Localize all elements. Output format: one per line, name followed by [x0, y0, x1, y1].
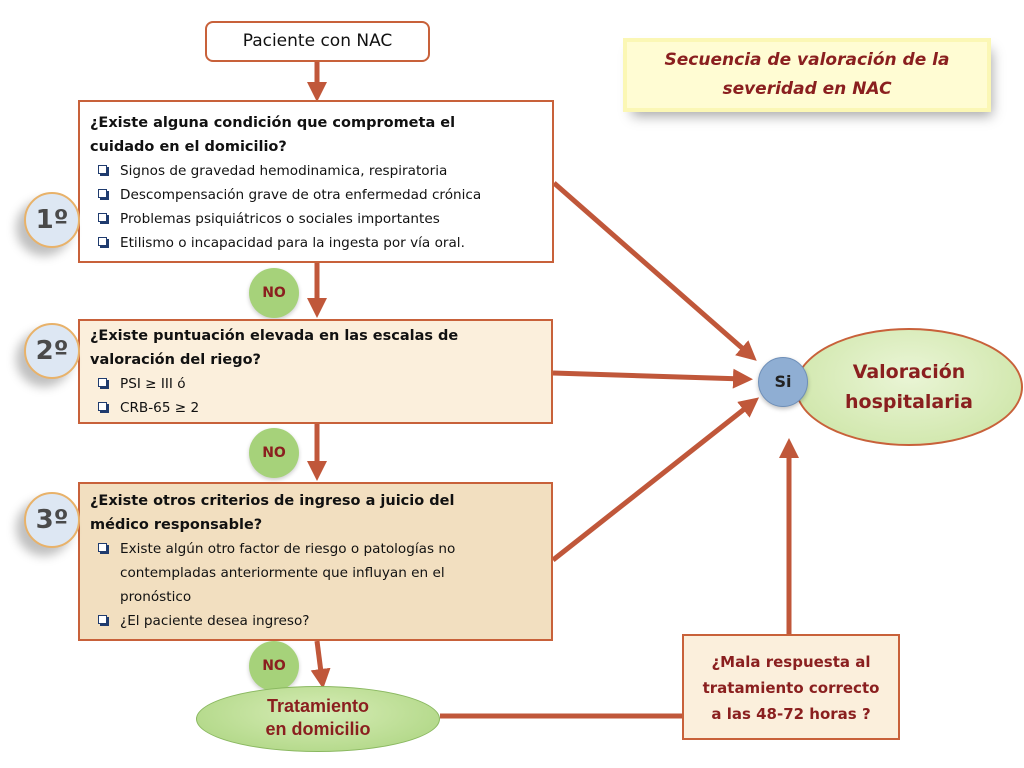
list-item [90, 372, 543, 396]
list-item [90, 396, 543, 420]
start-box [205, 21, 430, 62]
no-badge-1: NO [249, 268, 299, 318]
home-treatment-line-1: Tratamiento [266, 696, 370, 716]
step2-question-line-2: valoración del riego? [90, 352, 261, 368]
title-line-2: severidad en NAC [722, 79, 892, 99]
step1-number-badge: 1º [24, 192, 80, 248]
checkbox-bullet-icon [98, 213, 107, 222]
title-box [627, 42, 987, 108]
list-item [90, 537, 543, 561]
checkbox-bullet-icon [98, 615, 107, 624]
step1-box [78, 100, 554, 263]
arrow-step3-to-home [317, 641, 322, 680]
step1-question-line-2: cuidado en el domicilio? [90, 139, 287, 155]
hospital-outcome-line-1: Valoración [852, 361, 966, 383]
step2-question-line-1: ¿Existe puntuación elevada en las escalas de [90, 328, 459, 344]
bad-response-box [682, 634, 900, 740]
list-item-continuation [90, 585, 543, 609]
no-badge-2: NO [249, 428, 299, 478]
step2-number-badge: 2º [24, 323, 80, 379]
list-item-text: Etilismo o incapacidad para la ingesta por vía oral. [120, 235, 465, 251]
step1-question-line-1: ¿Existe alguna condición que comprometa el [90, 115, 456, 131]
step3-question-line-1: ¿Existe otros criterios de ingreso a juicio del [90, 493, 455, 509]
step2-list [90, 372, 543, 420]
list-item-continuation [90, 561, 543, 585]
list-item-text: CRB-65 ≥ 2 [120, 400, 200, 416]
checkbox-bullet-icon [98, 543, 107, 552]
arrow-step2-to-si [553, 373, 744, 379]
list-item-text: contempladas anteriormente que influyan en el [120, 565, 445, 581]
checkbox-bullet-icon [98, 189, 107, 198]
no-badge-3: NO [249, 641, 299, 691]
home-treatment-line-2: en domicilio [265, 719, 371, 739]
checkbox-bullet-icon [98, 237, 107, 246]
home-treatment-ellipse [196, 686, 440, 752]
list-item [90, 183, 544, 207]
checkbox-bullet-icon [98, 378, 107, 387]
list-item [90, 159, 544, 183]
step3-list [90, 537, 543, 633]
list-item-text: ¿El paciente desea ingreso? [120, 613, 310, 629]
list-item [90, 207, 544, 231]
list-item-text: Descompensación grave de otra enfermedad crónica [120, 187, 482, 203]
list-item [90, 231, 544, 255]
step3-question-line-2: médico responsable? [90, 517, 263, 533]
step2-box [78, 319, 553, 424]
list-item [90, 609, 543, 633]
title-line-1: Secuencia de valoración de la [664, 50, 950, 70]
hospital-outcome-line-2: hospitalaria [845, 391, 973, 413]
list-item-text: Existe algún otro factor de riesgo o patologías no [120, 541, 456, 557]
list-item-text: Signos de gravedad hemodinamica, respiratoria [120, 163, 448, 179]
arrow-step3-to-si [553, 403, 752, 560]
si-badge: Si [758, 357, 808, 407]
checkbox-bullet-icon [98, 402, 107, 411]
bad-response-line-1: ¿Mala respuesta al [711, 653, 871, 671]
list-item-text: Problemas psiquiátricos o sociales importantes [120, 211, 440, 227]
step3-number-badge: 3º [24, 492, 80, 548]
step1-list [90, 159, 544, 255]
list-item-text: pronóstico [120, 589, 192, 605]
bad-response-line-2: tratamiento correcto [702, 679, 880, 697]
arrow-step1-to-si [554, 183, 750, 355]
hospital-outcome-ellipse [795, 328, 1023, 446]
checkbox-bullet-icon [98, 165, 107, 174]
start-label: Paciente con NAC [242, 31, 393, 51]
list-item-text: PSI ≥ III ó [120, 376, 186, 392]
step3-box [78, 482, 553, 641]
bad-response-line-3: a las 48-72 horas ? [711, 705, 871, 723]
